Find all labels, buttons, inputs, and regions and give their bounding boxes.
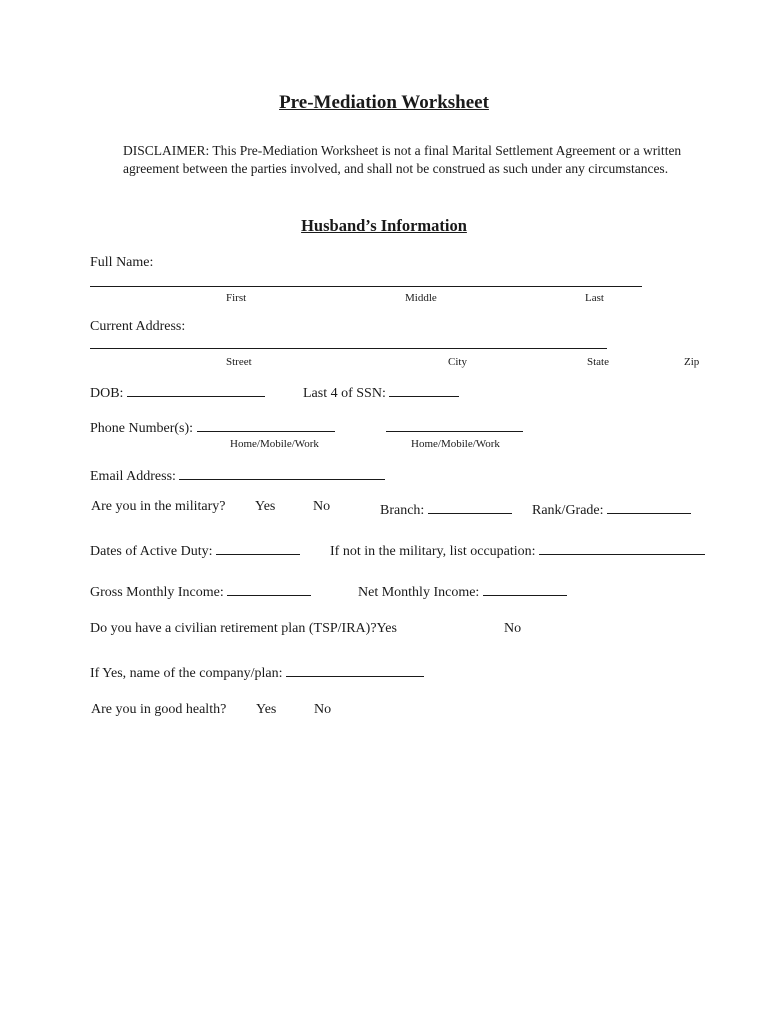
military-question: Are you in the military? — [91, 499, 226, 514]
phone-field-2[interactable] — [386, 417, 523, 432]
disclaimer-text: DISCLAIMER: This Pre-Mediation Worksheet is not a final Marital Settlement Agreement or a written agreement between the parties involved, and shall not be construed as such under any circumstances. — [123, 143, 682, 176]
phone-field-1[interactable] — [197, 417, 335, 432]
full-name-label: Full Name: — [90, 255, 154, 270]
health-no-option[interactable]: No — [314, 702, 332, 717]
dob-field[interactable] — [127, 382, 265, 397]
address-street-caption: Street — [226, 356, 252, 368]
address-city-caption: City — [448, 356, 467, 368]
full-name-middle-caption: Middle — [405, 292, 437, 304]
active-duty-label: Dates of Active Duty: — [90, 544, 213, 559]
retirement-no-option[interactable]: No — [504, 621, 522, 636]
full-name-field[interactable] — [90, 286, 642, 287]
rank-label: Rank/Grade: — [532, 503, 604, 518]
military-yes-option[interactable]: Yes — [255, 499, 276, 514]
ssn-field[interactable] — [389, 382, 459, 397]
full-name-last-caption: Last — [585, 292, 604, 304]
active-duty-row — [90, 540, 300, 560]
retirement-question-row — [90, 621, 397, 637]
email-label: Email Address: — [90, 469, 176, 484]
worksheet-title: Pre-Mediation Worksheet — [279, 92, 489, 113]
phone-row — [90, 417, 335, 437]
branch-field[interactable] — [428, 499, 512, 514]
gross-income-label: Gross Monthly Income: — [90, 585, 224, 600]
email-field[interactable] — [179, 465, 385, 480]
occupation-row — [330, 540, 705, 560]
dob-label: DOB: — [90, 386, 124, 401]
company-plan-label: If Yes, name of the company/plan: — [90, 666, 283, 681]
retirement-question: Do you have a civilian retirement plan (TSP/IRA)? — [90, 621, 377, 636]
health-question: Are you in good health? — [91, 702, 227, 717]
branch-row — [380, 499, 512, 519]
gross-income-field[interactable] — [227, 581, 311, 596]
current-address-label: Current Address: — [90, 319, 186, 334]
ssn-label: Last 4 of SSN: — [303, 386, 386, 401]
email-row — [90, 465, 385, 485]
net-income-label: Net Monthly Income: — [358, 585, 480, 600]
active-duty-field[interactable] — [216, 540, 300, 555]
section-title-husband-info: Husband’s Information — [301, 216, 467, 235]
health-yes-option[interactable]: Yes — [256, 702, 277, 717]
address-state-caption: State — [587, 356, 609, 368]
current-address-field[interactable] — [90, 348, 607, 349]
net-income-row — [358, 581, 567, 601]
dob-row — [90, 382, 265, 402]
phone-label: Phone Number(s): — [90, 421, 194, 436]
phone-row-2 — [386, 417, 523, 437]
branch-label: Branch: — [380, 503, 425, 518]
company-plan-row — [90, 662, 424, 682]
retirement-yes-option[interactable]: Yes — [376, 621, 397, 636]
address-zip-caption: Zip — [684, 356, 700, 368]
full-name-first-caption: First — [226, 292, 247, 304]
ssn-row — [303, 382, 459, 402]
gross-income-row — [90, 581, 311, 601]
phone-caption-2: Home/Mobile/Work — [411, 438, 500, 450]
occupation-label: If not in the military, list occupation: — [330, 544, 536, 559]
phone-caption-1: Home/Mobile/Work — [230, 438, 319, 450]
company-plan-field[interactable] — [286, 662, 424, 677]
military-no-option[interactable]: No — [313, 499, 331, 514]
rank-field[interactable] — [607, 499, 691, 514]
occupation-field[interactable] — [539, 540, 705, 555]
net-income-field[interactable] — [483, 581, 567, 596]
rank-row — [532, 499, 691, 519]
